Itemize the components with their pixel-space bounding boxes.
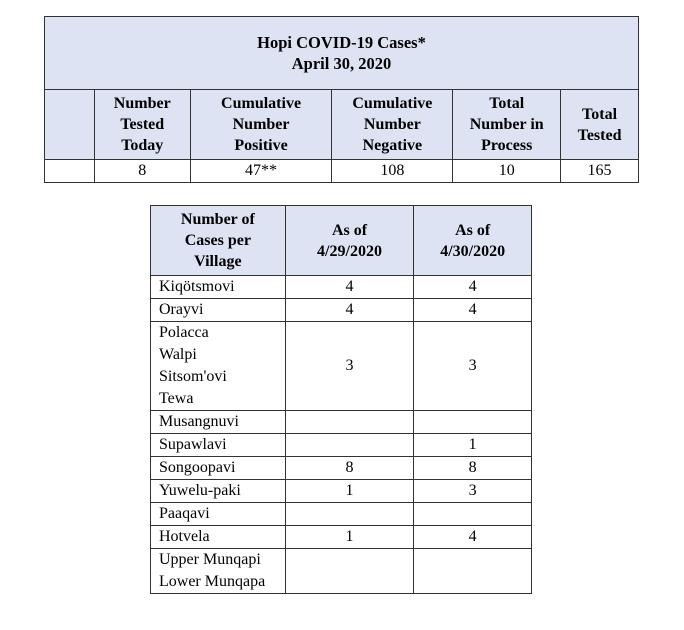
cases-0430: 4 <box>414 299 532 322</box>
cases-0429 <box>285 549 414 594</box>
value-tested-today: 8 <box>94 160 190 183</box>
header-line: As of <box>455 221 491 239</box>
header-cumulative-positive <box>190 90 332 160</box>
header-line: Total <box>582 105 618 123</box>
cases-0429: 4 <box>285 276 414 299</box>
header-line: Cumulative <box>352 95 433 112</box>
cases-0429: 4 <box>285 299 414 322</box>
value-in-process: 10 <box>453 160 561 183</box>
table-row <box>151 322 532 411</box>
village-name <box>151 457 286 480</box>
table-row <box>151 299 532 322</box>
header-line: Number <box>113 95 171 112</box>
table-row <box>151 411 532 434</box>
table-row <box>151 503 532 526</box>
title-date: April 30, 2020 <box>291 54 392 73</box>
header-line: Process <box>481 137 533 154</box>
village-rows <box>151 276 532 594</box>
header-line: Negative <box>362 137 423 154</box>
value-cumulative-negative: 108 <box>332 160 453 183</box>
cases-0430: 3 <box>414 322 532 411</box>
village-name-line: Upper Munqapi <box>159 551 261 568</box>
village-name <box>151 299 286 322</box>
title-line-1: Hopi COVID-19 Cases* <box>257 33 426 52</box>
header-as-of-0430 <box>414 206 532 276</box>
header-total-tested <box>561 90 639 160</box>
summary-table <box>44 16 639 183</box>
header-line: Number <box>232 116 290 133</box>
village-name-line: Paaqavi <box>159 505 210 522</box>
summary-value-blank <box>45 160 95 183</box>
header-as-of-0429 <box>285 206 414 276</box>
village-cases-table <box>150 205 532 594</box>
cases-0430: 8 <box>414 457 532 480</box>
cases-0430 <box>414 411 532 434</box>
village-name-line: Walpi <box>159 346 197 363</box>
header-line: Cases per <box>184 232 251 249</box>
village-name <box>151 549 286 594</box>
village-name <box>151 503 286 526</box>
cases-0429 <box>285 411 414 434</box>
header-line: 4/29/2020 <box>317 242 382 260</box>
table-row <box>151 549 532 594</box>
village-name-line: Kiqötsmovi <box>159 278 235 295</box>
village-name-line: Songoopavi <box>159 459 236 476</box>
cases-0430: 1 <box>414 434 532 457</box>
village-name <box>151 526 286 549</box>
village-name-line: Tewa <box>159 390 194 407</box>
cases-0429: 1 <box>285 480 414 503</box>
header-line: Cumulative <box>221 95 302 112</box>
village-name-line: Yuwelu-paki <box>159 482 241 499</box>
table-row <box>151 276 532 299</box>
village-name-line: Sitsom'ovi <box>159 368 227 385</box>
header-line: Today <box>121 137 164 154</box>
cases-0430 <box>414 549 532 594</box>
value-total-tested: 165 <box>561 160 639 183</box>
header-in-process <box>453 90 561 160</box>
header-line: Number in <box>469 116 544 133</box>
header-line: Total <box>489 95 525 112</box>
cases-0429: 1 <box>285 526 414 549</box>
header-village <box>151 206 286 276</box>
cases-0430: 4 <box>414 526 532 549</box>
village-name <box>151 480 286 503</box>
table-row <box>151 480 532 503</box>
village-name-line: Lower Munqapa <box>159 573 266 590</box>
cases-0430: 4 <box>414 276 532 299</box>
cases-0430 <box>414 503 532 526</box>
header-line: Positive <box>234 137 288 154</box>
summary-header-blank <box>45 90 95 160</box>
village-name <box>151 411 286 434</box>
cases-0429: 3 <box>285 322 414 411</box>
header-line: Number <box>363 116 421 133</box>
header-line: Village <box>194 253 242 270</box>
village-name-line: Supawlavi <box>159 436 227 453</box>
header-line: 4/30/2020 <box>440 242 506 260</box>
cases-0429: 8 <box>285 457 414 480</box>
village-name <box>151 434 286 457</box>
village-name <box>151 322 286 411</box>
summary-title <box>45 17 639 90</box>
header-line: Number of <box>180 211 255 228</box>
header-line: Tested <box>577 126 622 144</box>
value-cumulative-positive: 47** <box>190 160 332 183</box>
table-row <box>151 526 532 549</box>
table-row <box>151 434 532 457</box>
village-name-line: Polacca <box>159 324 209 341</box>
village-name <box>151 276 286 299</box>
village-name-line: Musangnuvi <box>159 413 239 430</box>
header-cumulative-negative <box>332 90 453 160</box>
header-tested-today <box>94 90 190 160</box>
cases-0430: 3 <box>414 480 532 503</box>
village-name-line: Hotvela <box>159 528 210 545</box>
village-name-line: Orayvi <box>159 301 204 318</box>
table-row <box>151 457 532 480</box>
cases-0429 <box>285 434 414 457</box>
header-line: As of <box>331 221 368 239</box>
cases-0429 <box>285 503 414 526</box>
header-line: Tested <box>120 116 165 133</box>
